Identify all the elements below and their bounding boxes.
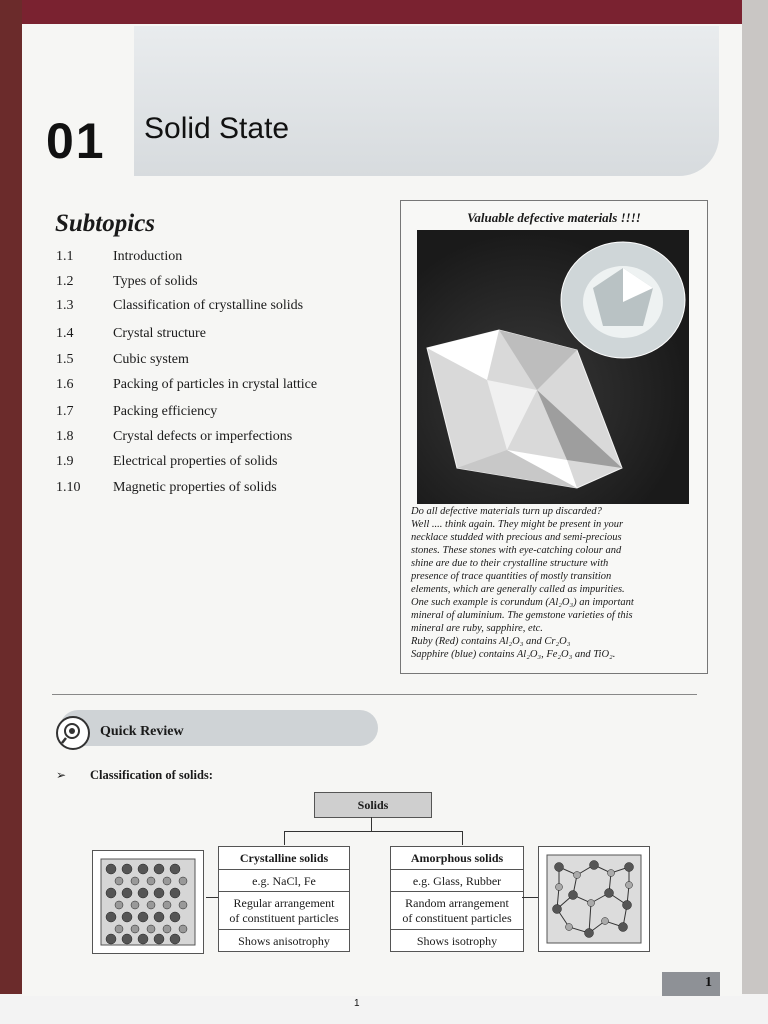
chapter-title: Solid State <box>144 112 290 145</box>
crystalline-lattice-image <box>92 850 204 954</box>
box-text-line: stones. These stones with eye-catching colour and <box>411 545 622 556</box>
photo-frame-top <box>0 0 768 24</box>
book-page <box>22 24 742 996</box>
connector-line <box>284 831 285 845</box>
box-text-line: mineral are ruby, sapphire, etc. <box>411 623 543 634</box>
connector-line <box>462 831 463 845</box>
subtopic-label: Types of solids <box>113 274 198 289</box>
box-text-line: necklace studded with precious and semi-precious <box>411 532 622 543</box>
amorphous-arrangement-line-2: of constituent particles <box>402 911 512 925</box>
subtopic-number: 1.1 <box>56 249 74 264</box>
photo-frame-right <box>742 0 768 1024</box>
chapter-header-band <box>134 26 719 176</box>
box-text-line: Do all defective materials turn up discarded? <box>411 506 602 517</box>
quick-review-label: Quick Review <box>100 724 184 739</box>
regular-lattice-icon <box>93 851 203 953</box>
subtopic-number: 1.4 <box>56 326 74 341</box>
box-text-line: Sapphire (blue) contains Al₂O₃, Fe₂O₃ and TiO₂. <box>411 649 616 660</box>
magnifier-icon <box>56 716 90 750</box>
connector-line <box>371 817 372 831</box>
subtopic-number: 1.9 <box>56 454 74 469</box>
crystalline-arrangement <box>219 891 349 929</box>
subtopics-heading: Subtopics <box>55 210 156 237</box>
page-corner-number: 1 <box>705 975 712 990</box>
subtopic-label: Packing of particles in crystal lattice <box>113 377 318 392</box>
solids-root-node: Solids <box>314 792 432 818</box>
subtopic-number: 1.10 <box>56 480 81 495</box>
box-text-line: mineral of aluminium. The gemstone varieties of this <box>411 610 633 621</box>
amorphous-example <box>391 869 523 891</box>
subtopic-label: Classification of crystalline solids <box>113 298 304 313</box>
random-network-icon <box>539 847 649 951</box>
subtopic-label: Cubic system <box>113 352 189 367</box>
amorphous-example-text: e.g. Glass, Rubber <box>412 874 502 888</box>
subtopic-label: Magnetic properties of solids <box>113 480 277 495</box>
subtopic-label: Introduction <box>113 249 183 264</box>
subtopic-label: Crystal structure <box>113 326 206 341</box>
box-text-line: Ruby (Red) contains Al₂O₃ and Cr₂O₃ <box>411 636 571 647</box>
amorphous-property: Shows isotrophy <box>391 929 523 951</box>
amorphous-title: Amorphous solids <box>410 851 504 865</box>
diamond-illustration <box>417 230 689 504</box>
subtopic-number: 1.2 <box>56 274 74 289</box>
page-corner-tab <box>662 972 720 996</box>
box-text-line: presence of trace quantities of mostly transition <box>411 571 612 582</box>
photo-frame-bottom <box>0 994 768 1024</box>
subtopic-number: 1.7 <box>56 404 74 419</box>
crystalline-example <box>219 869 349 891</box>
crystalline-title: Crystalline solids <box>239 851 329 865</box>
amorphous-network-image <box>538 846 650 952</box>
box-text-line: Well .... think again. They might be present in your <box>411 519 624 530</box>
subtopic-number: 1.8 <box>56 429 74 444</box>
box-title: Valuable defective materials !!!! <box>467 210 641 225</box>
connector-line <box>522 897 538 898</box>
amorphous-solids-box <box>390 846 524 952</box>
crystalline-property: Shows anisotrophy <box>219 929 349 951</box>
classification-heading: Classification of solids: <box>90 768 213 782</box>
crystalline-example-text: e.g. NaCl, Fe <box>252 874 316 888</box>
subtopic-label: Packing efficiency <box>113 404 218 419</box>
section-divider <box>52 694 697 695</box>
box-text-line: shine are due to their crystalline structure with <box>411 558 609 569</box>
subtopic-label: Crystal defects or imperfections <box>113 429 293 444</box>
connector-line <box>206 897 218 898</box>
valuable-defective-materials-box <box>400 200 708 674</box>
amorphous-arrangement-line-1: Random arrangement <box>405 896 509 910</box>
box-text-line: One such example is corundum (Al₂O₃) an important <box>411 597 634 608</box>
box-body-text <box>411 505 699 661</box>
crystalline-arrangement-line-1: Regular arrangement <box>233 896 335 910</box>
page-footer-number: 1 <box>354 998 360 1009</box>
chapter-number: 01 <box>46 113 106 169</box>
crystalline-arrangement-line-2: of constituent particles <box>229 911 339 925</box>
crystalline-solids-box <box>218 846 350 952</box>
subtopic-label: Electrical properties of solids <box>113 454 278 469</box>
amorphous-arrangement <box>391 891 523 929</box>
gemstones-photo <box>417 230 689 504</box>
subtopic-number: 1.3 <box>56 298 74 313</box>
connector-line <box>284 831 462 832</box>
subtopic-number: 1.5 <box>56 352 74 367</box>
bullet-arrow-icon: ➢ <box>56 768 67 782</box>
photo-frame-left <box>0 0 22 1024</box>
box-text-line: elements, which are generally called as impurities. <box>411 584 625 595</box>
subtopic-number: 1.6 <box>56 377 74 392</box>
